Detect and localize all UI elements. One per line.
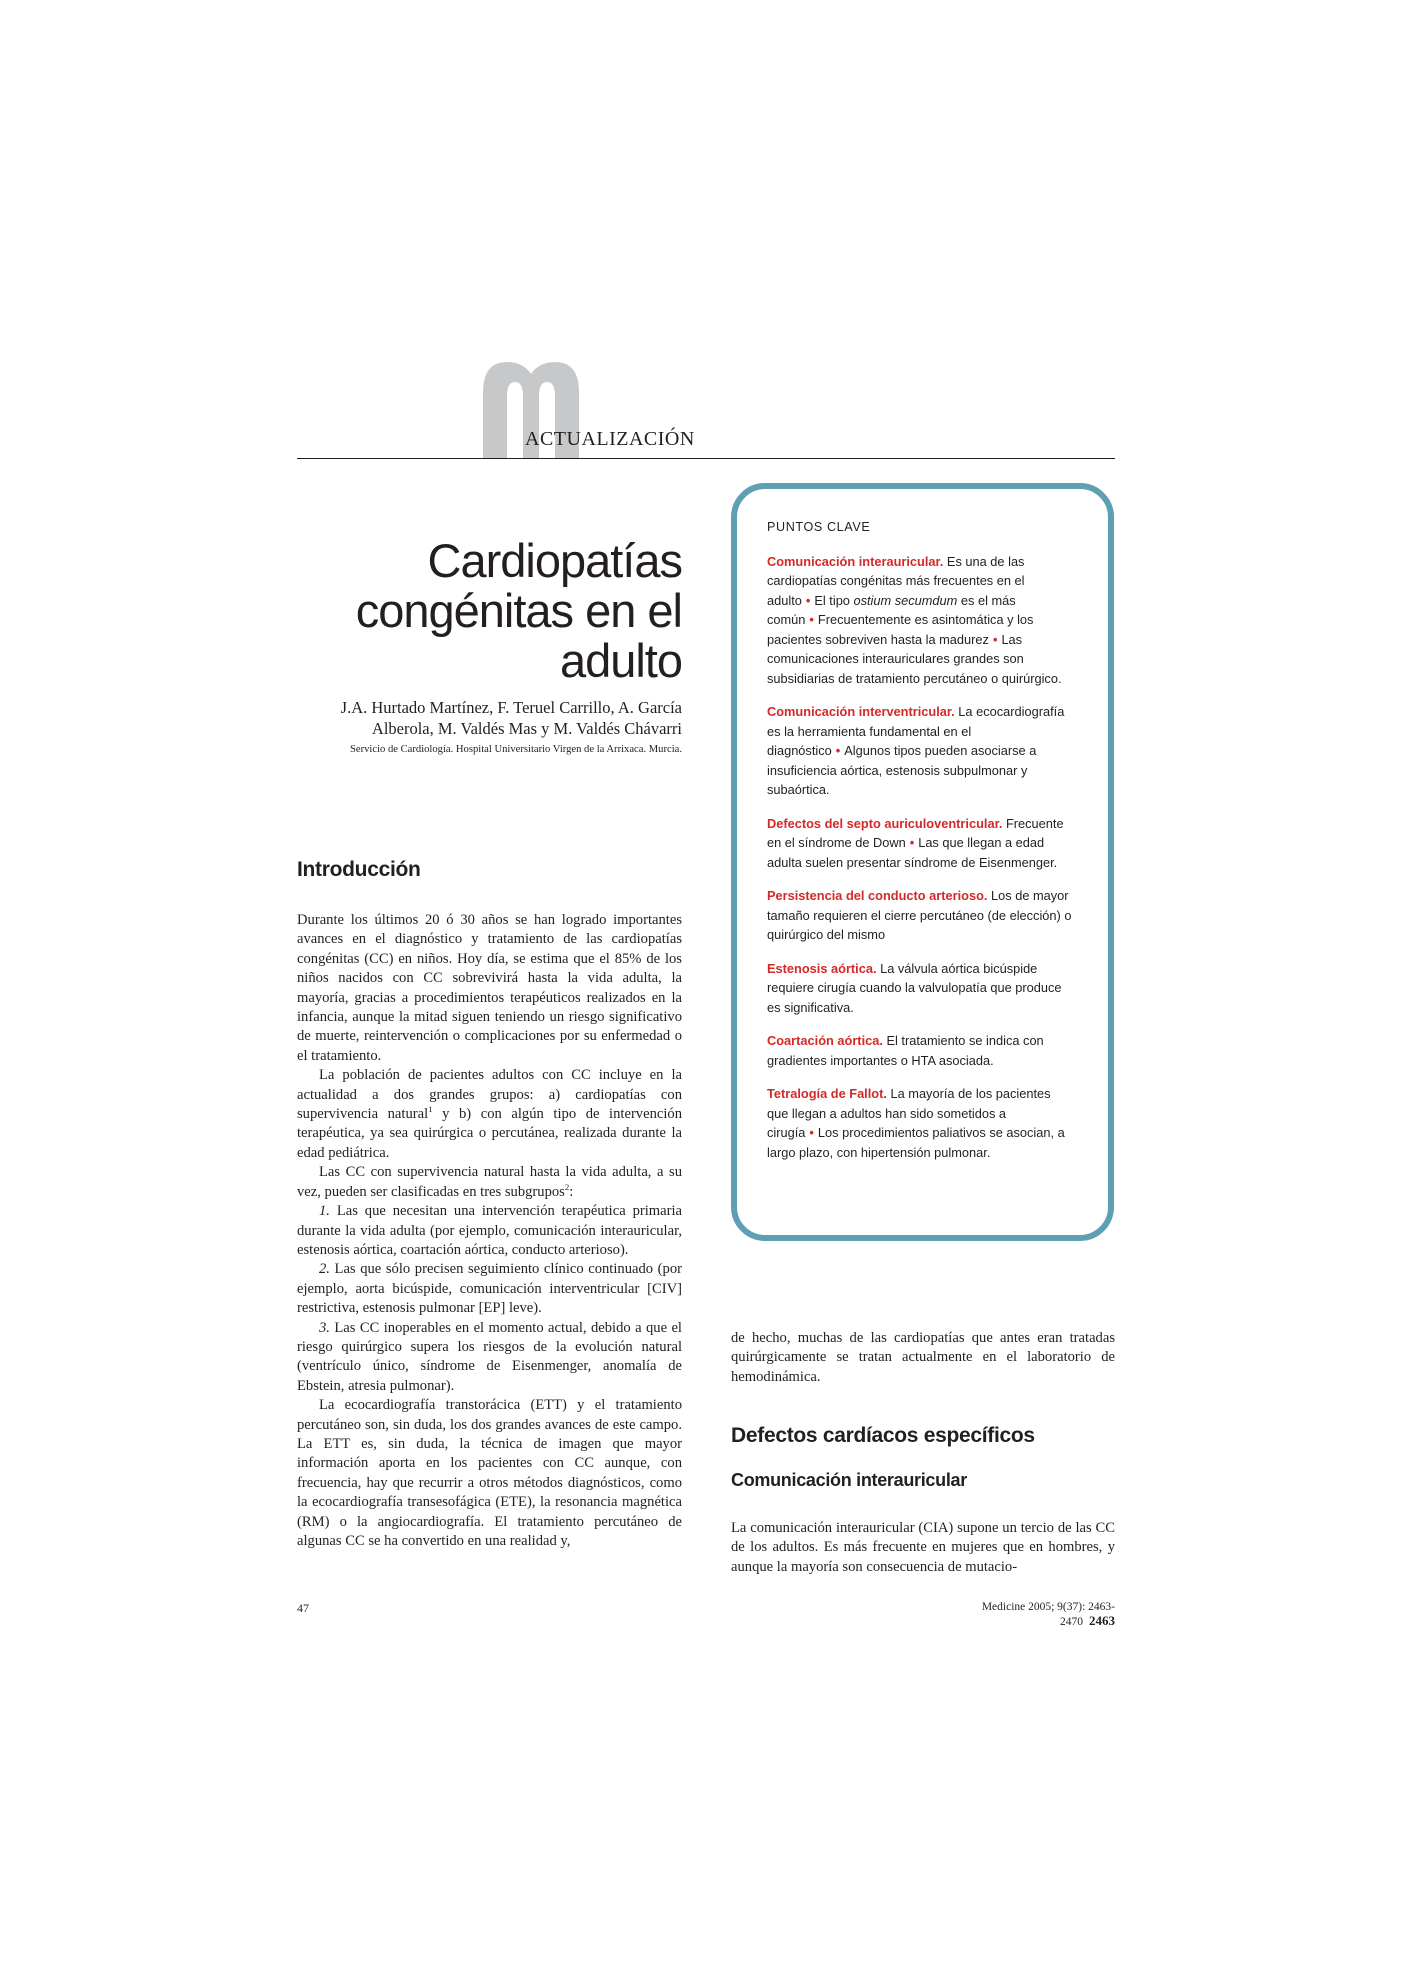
- key-point-item: [767, 1031, 1073, 1070]
- intro-heading: Introducción: [297, 858, 421, 881]
- key-point-item: [767, 702, 1073, 800]
- key-point-text: Algunos tipos pueden asociarse a insuficiencia aórtica, estenosis subpulmonar y subaórtica.: [767, 743, 1037, 797]
- intro-paragraph: La ecocardiografía transtorácica (ETT) y el tratamiento percutáneo son, sin duda, los dos grandes avances de este campo. La ETT es, sin duda, la técnica de imagen que mayor información aporta en los pacientes con CC aunque, con frecuencia, hay que recurrir a otros métodos diagnósticos, como la ecocardiografía transesofágica (ETE), la resonancia magnética (RM) o la angiocardiografía. El tratamiento percutáneo de algunas CC se ha convertido en una realidad y,: [297, 1397, 682, 1549]
- text-run: :: [569, 1183, 574, 1200]
- key-point-text: Frecuentemente es asintomática y los pacientes sobreviven hasta la madurez: [767, 612, 1034, 647]
- key-point-text: es el más común: [767, 592, 1016, 627]
- key-point-lead: Comunicación interventricular.: [767, 704, 955, 719]
- key-point-item: [767, 552, 1073, 689]
- header-divider: [297, 458, 1115, 459]
- section-label: ACTUALIZACIÓN: [525, 428, 695, 450]
- key-point-text: Las comunicaciones interauriculares grandes son subsidiarias de tratamiento percutáneo o quirúrgico.: [767, 631, 1062, 686]
- key-points-title: PUNTOS CLAVE: [767, 520, 871, 534]
- key-point-lead: Persistencia del conducto arterioso.: [767, 888, 988, 903]
- journal-reference: Medicine 2005; 9(37): 2463-2470: [981, 1601, 1115, 1628]
- key-point-lead: Coartación aórtica.: [767, 1033, 883, 1048]
- key-point-text: Las que llegan a edad adulta suelen presentar síndrome de Eisenmenger.: [767, 835, 1058, 870]
- key-point-item: [767, 814, 1073, 873]
- article-title: [297, 536, 682, 686]
- key-point-text: La ecocardiografía es la herramienta fundamental en el diagnóstico: [767, 704, 1065, 758]
- key-point-text: El tratamiento se indica con gradientes importantes o HTA asociada.: [767, 1033, 1044, 1068]
- key-point-lead: Tetralogía de Fallot.: [767, 1086, 887, 1101]
- right-column-body: [731, 1519, 1115, 1577]
- item-number: 3.: [319, 1319, 330, 1336]
- article-authors: [297, 697, 682, 739]
- key-points-content: [767, 518, 1073, 1176]
- text-run: Las que sólo precisen seguimiento clínico continuado (por ejemplo, aorta bicúspide, comunicación interventricular [CIV] restrictiva, estenosis pulmonar [EP] leve).: [297, 1261, 682, 1317]
- key-point-item: [767, 1084, 1073, 1162]
- list-item: [297, 1319, 682, 1397]
- key-point-text: El tipo: [814, 592, 854, 608]
- bullet-icon: •: [835, 743, 841, 758]
- specific-defects-heading: Defectos cardíacos específicos: [731, 1424, 1035, 1447]
- cia-paragraph: La comunicación interauricular (CIA) supone un tercio de las CC de los adultos. Es más frecuente en mujeres que en hombres, y aunque la mayoría son consecuencia de mutacio-: [731, 1520, 1115, 1575]
- journal-footer: [930, 1601, 1115, 1629]
- left-column: [297, 911, 682, 1551]
- key-point-lead: Estenosis aórtica.: [767, 960, 877, 976]
- text-run: La población de pacientes adultos con CC incluye en la actualidad a dos grandes grupos: a) cardiopatías con supervivencia natural: [297, 1067, 682, 1123]
- bullet-icon: •: [805, 592, 811, 608]
- text-run: Las CC inoperables en el momento actual, debido a que el riesgo quirúrgico supera los riesgos de la evolución natural (ventrículo único, síndrome de Eisenmenger, anomalía de Ebstein, atresia pulmonar).: [297, 1319, 682, 1394]
- authors-line: Alberola, M. Valdés Mas y M. Valdés Chávarri: [371, 719, 682, 738]
- continuation-paragraph: de hecho, muchas de las cardiopatías que antes eran tratadas quirúrgicamente se tratan actualmente en el laboratorio de hemodinámica.: [731, 1330, 1115, 1385]
- item-number: 1.: [319, 1203, 330, 1220]
- title-line: adulto: [559, 634, 682, 687]
- key-point-text: La válvula aórtica bicúspide requiere cirugía cuando la valvulopatía que produce es significativa.: [767, 960, 1062, 1015]
- bullet-icon: •: [909, 835, 915, 850]
- page-number-right: 2463: [1089, 1613, 1115, 1628]
- list-item: [297, 1260, 682, 1318]
- title-line: Cardiopatías: [427, 534, 682, 587]
- key-point-italic: ostium secumdum: [853, 592, 958, 608]
- citation-ref: 2: [564, 1181, 570, 1192]
- key-point-lead: Comunicación interauricular.: [767, 553, 944, 569]
- key-point-item: [767, 886, 1073, 945]
- bullet-icon: •: [809, 612, 814, 627]
- key-point-text: Los de mayor tamaño requieren el cierre percutáneo (de elección) o quirúrgico del mismo: [767, 888, 1072, 942]
- article-affiliation: Servicio de Cardiología. Hospital Universitario Virgen de la Arrixaca. Murcia.: [350, 744, 682, 755]
- title-line: congénitas en el: [355, 584, 682, 637]
- cia-subheading: Comunicación interauricular: [731, 1470, 967, 1490]
- key-point-text: La mayoría de los pacientes que llegan a adultos han sido sometidos a cirugía: [767, 1086, 1051, 1140]
- intro-paragraph: Durante los últimos 20 ó 30 años se han logrado importantes avances en el diagnóstico y tratamiento de las cardiopatías congénitas (CC) en niños. Hoy día, se estima que el 85% de los niños nacidos con CC sobrevivirá hasta la vida adulta, la mayoría, gracias a procedimientos terapéuticos realizados en la infancia, aunque la mitad siguen teniendo un riesgo significativo de muerte, reintervención o complicaciones por su enfermedad o el tratamiento.: [297, 912, 682, 1064]
- item-number: 2.: [319, 1261, 330, 1278]
- key-point-text: Frecuente en el síndrome de Down: [767, 815, 1064, 850]
- intro-paragraph: [297, 1163, 682, 1202]
- text-run: Las que necesitan una intervención terapéutica primaria durante la vida adulta (por ejemplo, comunicación interauricular, estenosis aórtica, coartación aórtica, conducto arterioso).: [297, 1203, 682, 1258]
- key-point-text: Los procedimientos paliativos se asocian, a largo plazo, con hipertensión pulmonar.: [767, 1125, 1065, 1160]
- bullet-icon: •: [809, 1125, 814, 1140]
- key-point-lead: Defectos del septo auriculoventricular.: [767, 815, 1003, 831]
- text-run: Las CC con supervivencia natural hasta la vida adulta, a su vez, pueden ser clasificadas en tres subgrupos: [297, 1164, 682, 1200]
- key-point-text: Es una de las cardiopatías congénitas más frecuentes en el adulto: [767, 553, 1025, 608]
- intro-paragraph: [297, 1066, 682, 1163]
- authors-line: J.A. Hurtado Martínez, F. Teruel Carrillo, A. García: [340, 698, 682, 717]
- key-point-item: [767, 959, 1073, 1018]
- key-points-list: [767, 552, 1073, 1163]
- bullet-icon: •: [992, 631, 998, 647]
- list-item: [297, 1202, 682, 1260]
- page-number-left: 47: [297, 1601, 309, 1615]
- citation-ref: 1: [428, 1104, 433, 1115]
- text-run: y b) con algún tipo de intervención terapéutica, ya sea quirúrgica o percutánea, realizada durante la edad pediátrica.: [297, 1106, 682, 1161]
- right-column: [731, 1329, 1115, 1387]
